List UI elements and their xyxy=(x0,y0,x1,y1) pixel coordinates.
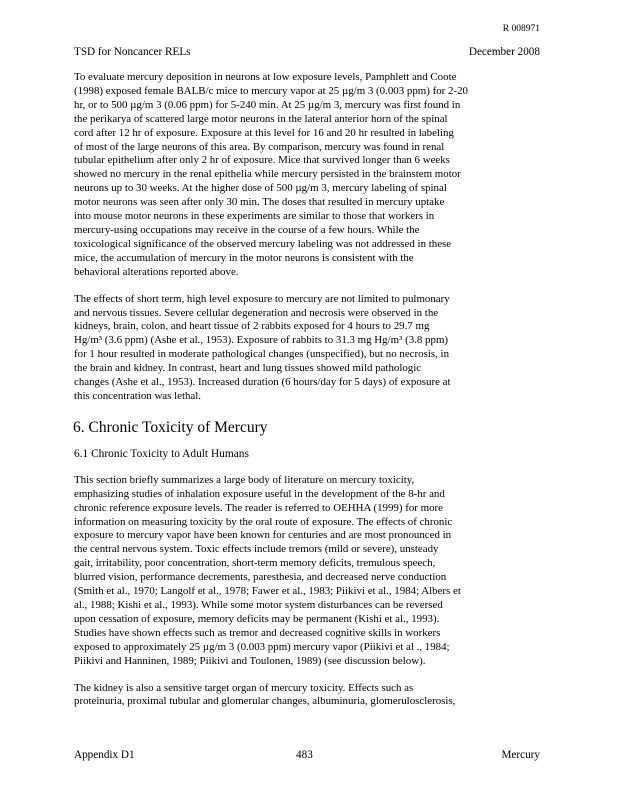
text-line: (1998) exposed female BALB/c mice to mercury vapor at 25 µg/m 3 (0.003 ppm) for 2-20 xyxy=(74,84,468,97)
footer-chemical: Mercury xyxy=(501,749,540,761)
text-line: exposed to approximately 25 µg/m 3 (0.003 ppm) mercury vapor (Piikivi et al ., 1984; xyxy=(74,640,450,653)
text-line: toxicological significance of the observed mercury labeling was not addressed in these xyxy=(74,237,452,250)
text-line: al., 1988; Kishi et al., 1993). While some motor system disturbances can be reversed xyxy=(74,599,443,611)
text-line: behavioral alterations reported above. xyxy=(74,265,239,278)
text-line: mice, the accumulation of mercury in the motor neurons is consistent with the xyxy=(74,251,414,264)
document-body xyxy=(74,71,544,722)
document-number: R 008971 xyxy=(502,24,540,34)
text-line: upon cessation of exposure, memory deficits may be permanent (Kishi et al., 1993). xyxy=(74,612,440,625)
text-line: the perikarya of scattered large motor neurons in the lateral anterior horn of the spinal xyxy=(74,112,448,125)
text-line: exposure to mercury vapor have been known for centuries and are most pronounced in xyxy=(74,529,452,542)
text-line: proteinuria, proximal tubular and glomerular changes, albuminuria, glomerulosclerosis, xyxy=(74,695,456,708)
text-line: Studies have shown effects such as tremor and decreased cognitive skills in workers xyxy=(74,626,441,639)
text-line: tubular epithelium after only 2 hr of exposure. Mice that survived longer than 6 weeks xyxy=(74,154,450,167)
text-line: cord after 12 hr of exposure. Exposure at this level for 16 and 20 hr resulted in labeling xyxy=(74,126,454,139)
text-line: To evaluate mercury deposition in neurons at low exposure levels, Pamphlett and Coote xyxy=(74,71,457,83)
paragraph-short-term-effects xyxy=(74,293,544,404)
text-line: The effects of short term, high level exposure to mercury are not limited to pulmonary xyxy=(74,292,450,305)
header-date: December 2008 xyxy=(468,46,540,58)
text-line: gait, irritability, poor concentration, short-term memory deficits, tremulous speech, xyxy=(74,557,436,570)
text-line: The kidney is also a sensitive target organ of mercury toxicity. Effects such as xyxy=(74,681,414,694)
text-line: chronic reference exposure levels. The reader is referred to OEHHA (1999) for more xyxy=(74,501,444,514)
text-line: information on measuring toxicity by the oral route of exposure. The effects of chronic xyxy=(74,515,453,528)
header-title: TSD for Noncancer RELs xyxy=(74,46,191,58)
text-line: mercury-using occupations may receive in the course of a few hours. While the xyxy=(74,223,420,236)
text-line: emphasizing studies of inhalation exposure useful in the development of the 8-hr and xyxy=(74,487,445,500)
text-line: of most of the large neurons of this area. By comparison, mercury was found in renal xyxy=(74,140,445,153)
text-line: kidneys, brain, colon, and heart tissue of 2 rabbits exposed for 4 hours to 29.7 mg xyxy=(74,320,430,333)
text-line: neurons up to 30 weeks. At the higher dose of 500 µg/m 3, mercury labeling of spinal xyxy=(74,182,447,195)
text-line: This section briefly summarizes a large body of literature on mercury toxicity, xyxy=(74,473,415,486)
text-line: the central nervous system. Toxic effects include tremors (mild or severe), unsteady xyxy=(74,543,439,556)
text-line: blurred vision, performance decrements, paresthesia, and decreased nerve conduction xyxy=(74,571,447,584)
text-line: Hg/m³ (3.6 ppm) (Ashe et al., 1953). Exposure of rabbits to 31.3 mg Hg/m³ (3.8 ppm) xyxy=(74,334,449,347)
paragraph-kidney-target xyxy=(74,682,544,710)
paragraph-mercury-deposition xyxy=(74,71,544,280)
text-line: hr, or to 500 µg/m 3 (0.06 ppm) for 5-240 min. At 25 µg/m 3, mercury was first found in xyxy=(74,98,461,111)
text-line: into mouse motor neurons in these experiments are similar to those that workers in xyxy=(74,210,435,223)
text-line: (Smith et al., 1970; Langolf et al., 1978; Fawer et al., 1983; Piikivi et al., 1984; Albers et xyxy=(74,585,461,598)
page-number: 483 xyxy=(296,749,313,761)
section-heading: 6. Chronic Toxicity of Mercury xyxy=(73,418,268,436)
text-line: for 1 hour resulted in moderate pathological changes (unspecified), but no necrosis, in xyxy=(74,348,450,361)
text-line: the brain and kidney. In contrast, heart and lung tissues showed mild pathologic xyxy=(74,362,422,375)
text-line: motor neurons was seen after only 30 min. The doses that resulted in mercury uptake xyxy=(74,196,445,209)
text-line: changes (Ashe et al., 1953). Increased duration (6 hours/day for 5 days) of exposure at xyxy=(74,376,451,389)
paragraph-chronic-summary xyxy=(74,474,544,669)
text-line: showed no mercury in the renal epithelia while mercury persisted in the brainstem motor xyxy=(74,168,461,181)
text-line: this concentration was lethal. xyxy=(74,389,202,402)
footer-appendix: Appendix D1 xyxy=(74,749,135,761)
subsection-heading: 6.1 Chronic Toxicity to Adult Humans xyxy=(74,447,249,460)
text-line: and nervous tissues. Severe cellular degeneration and necrosis were observed in the xyxy=(74,306,439,319)
text-line: Piikivi and Hanninen, 1989; Piikivi and Toulonen, 1989) (see discussion below). xyxy=(74,654,426,667)
